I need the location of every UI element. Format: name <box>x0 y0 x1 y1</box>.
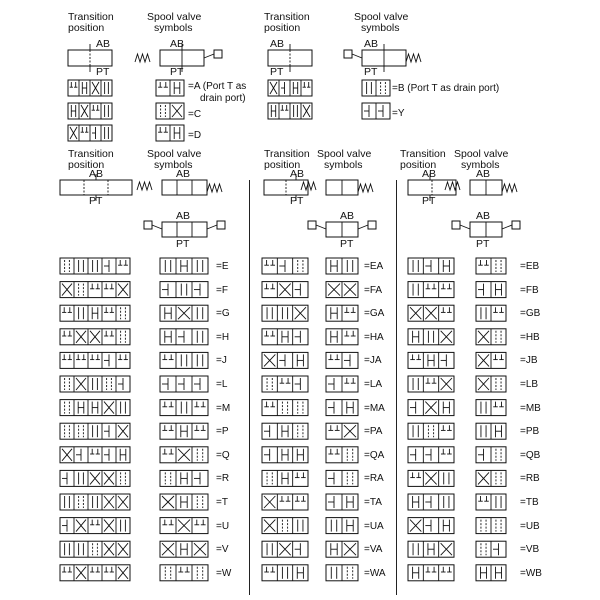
variant-label: =QB <box>520 449 541 461</box>
label-Y: =Y <box>392 108 405 119</box>
valve-outline <box>60 518 130 534</box>
spool-symbol-top-left <box>160 50 204 66</box>
actuator-lever <box>460 225 470 229</box>
variant-label: =GA <box>364 308 385 320</box>
spool-symbol-VA <box>326 541 358 557</box>
header-line: Spool valve <box>147 11 202 23</box>
variant-label: =JA <box>364 355 382 367</box>
transition-symbol-RA <box>262 470 308 486</box>
transition-symbol-mid-1 <box>60 180 132 195</box>
spool-symbol-FA <box>326 282 358 298</box>
variant-label: =U <box>216 520 230 532</box>
valve-outline <box>160 565 208 581</box>
transition-symbol-PA <box>262 423 308 439</box>
spool-symbol-PB <box>476 423 506 439</box>
spool-symbol-EA <box>326 258 358 274</box>
transition-symbol-G <box>60 305 130 321</box>
variant-label: =P <box>216 426 229 438</box>
variant-label: =G <box>216 308 230 320</box>
transition-symbol-L <box>60 376 130 392</box>
variant-label: =TA <box>364 497 382 508</box>
port-pt-label: PT <box>476 238 490 250</box>
port-ab-label: AB <box>340 210 355 222</box>
spool-symbol-VB <box>476 541 506 557</box>
header-line: Transition <box>68 11 114 23</box>
port-ab-label: AB <box>270 38 285 50</box>
label-A-line2: drain port) <box>200 93 246 104</box>
solenoid-left <box>344 50 362 58</box>
header-line: symbols <box>361 22 400 34</box>
variant-label: =PB <box>520 426 540 438</box>
transition-symbol-MA <box>262 400 308 416</box>
spool-symbol-U <box>160 518 208 534</box>
spring-zigzag <box>207 184 222 192</box>
port-ab-label: AB <box>476 168 491 180</box>
label-D: =D <box>188 130 202 141</box>
spool-symbol-mid-1a <box>162 180 207 195</box>
spool-symbol-MA <box>326 400 358 416</box>
valve-outline <box>60 565 130 581</box>
transition-symbol-UB <box>408 518 454 534</box>
transition-symbol-EB <box>408 258 454 274</box>
transition-symbol-FB <box>408 282 454 298</box>
port-pt-label: PT <box>364 66 378 78</box>
port-ab-label: AB <box>476 210 491 222</box>
spring-zigzag <box>358 184 373 192</box>
header-line: Spool valve <box>317 148 372 160</box>
transition-symbol-QA <box>262 447 308 463</box>
valve-outline <box>60 282 130 298</box>
actuator-coil <box>512 221 520 229</box>
spool-symbol-mid-1b <box>162 222 207 237</box>
transition-symbol-R <box>60 470 130 486</box>
variant-label: =M <box>216 402 231 414</box>
valve-outline <box>262 376 308 392</box>
variant-label: =LA <box>364 379 383 390</box>
variant-label: =JB <box>520 355 538 367</box>
port-ab-label: AB <box>170 38 185 50</box>
variant-label: =F <box>216 284 228 296</box>
transition-symbol-M <box>60 400 130 416</box>
valve-outline <box>262 305 308 321</box>
variant-label: =HA <box>364 331 384 343</box>
spool-symbol-mid-3b <box>470 222 502 237</box>
variant-label: =R <box>216 473 230 485</box>
variant-label: =WB <box>520 567 542 579</box>
valve-outline <box>60 352 130 368</box>
valve-outline <box>60 494 130 510</box>
variant-label: =QA <box>364 449 385 461</box>
valve-outline <box>60 423 130 439</box>
variant-label: =FA <box>364 284 383 296</box>
transition-symbol-D <box>68 125 112 141</box>
transition-symbol-FA <box>262 282 308 298</box>
header-line: symbols <box>154 159 193 171</box>
valve-outline <box>60 447 130 463</box>
variant-label: =TB <box>520 497 539 508</box>
variant-label: =VA <box>364 544 383 556</box>
label-B: =B (Port T as drain port) <box>392 83 500 94</box>
spool-symbol-RB <box>476 470 506 486</box>
port-pt-label: PT <box>176 238 190 250</box>
variant-label: =EA <box>364 261 384 272</box>
header-line: Transition <box>68 148 114 160</box>
spool-symbol-WA <box>326 565 358 581</box>
transition-symbol-T <box>60 494 130 510</box>
variant-label: =PA <box>364 426 383 438</box>
variant-label: =H <box>216 331 230 343</box>
actuator-coil <box>452 221 460 229</box>
port-ab-label: AB <box>364 38 379 50</box>
spool-symbol-mid-3a <box>470 180 502 195</box>
spool-symbol-FB <box>476 282 506 298</box>
transition-symbol-MB <box>408 400 454 416</box>
spool-symbol-mid-2b <box>326 222 358 237</box>
transition-symbol-B <box>268 80 312 96</box>
spool-symbol-G <box>160 305 208 321</box>
header-line: Spool valve <box>147 148 202 160</box>
variant-label: =Q <box>216 449 230 461</box>
variant-label: =RB <box>520 473 540 485</box>
spool-symbol-A <box>156 80 184 96</box>
spring-right <box>207 184 222 192</box>
transition-symbol-E <box>60 258 130 274</box>
solenoid-left <box>452 221 470 229</box>
transition-symbol-LA <box>262 376 308 392</box>
port-ab-label: AB <box>176 210 191 222</box>
port-ab-label: AB <box>422 168 437 180</box>
actuator-coil <box>344 50 352 58</box>
transition-symbol-V <box>60 541 130 557</box>
spool-symbol-J <box>160 352 208 368</box>
transition-symbol-JB <box>408 352 454 368</box>
variant-label: =WA <box>364 567 386 579</box>
transition-symbol-W <box>60 565 130 581</box>
transition-symbol-TB <box>408 494 454 510</box>
variant-label: =UA <box>364 520 384 532</box>
transition-symbol-VB <box>408 541 454 557</box>
spool-symbol-GA <box>326 305 358 321</box>
transition-symbol-EA <box>262 258 308 274</box>
spring-right <box>406 54 421 62</box>
label-C: =C <box>188 109 202 120</box>
variant-label: =T <box>216 497 228 508</box>
transition-symbol-HA <box>262 329 308 345</box>
spool-symbol-TA <box>326 494 358 510</box>
header-line: position <box>68 22 105 34</box>
actuator-coil <box>144 221 152 229</box>
header-line: symbols <box>324 159 363 171</box>
transition-symbol-Q <box>60 447 130 463</box>
transition-symbol-PB <box>408 423 454 439</box>
spool-symbol-UB <box>476 518 506 534</box>
transition-symbol-U <box>60 518 130 534</box>
spool-symbol-C <box>156 103 184 119</box>
header-line: position <box>400 159 437 171</box>
spool-symbol-E <box>160 258 208 274</box>
port-ab-label: AB <box>96 38 111 50</box>
variant-label: =EB <box>520 261 540 272</box>
transition-symbol-RB <box>408 470 454 486</box>
transition-symbol-HB <box>408 329 454 345</box>
spool-symbol-QA <box>326 447 358 463</box>
valve-outline <box>60 258 130 274</box>
transition-symbol-GA <box>262 305 308 321</box>
actuator-lever <box>502 225 512 229</box>
transition-symbol-C <box>68 103 112 119</box>
port-ab-label: AB <box>176 168 191 180</box>
spool-symbol-JB <box>476 352 506 368</box>
actuator-lever <box>352 54 362 58</box>
solenoid-right <box>207 221 225 229</box>
transition-symbol-A <box>68 80 112 96</box>
valve-outline <box>408 376 454 392</box>
header-line: position <box>264 159 301 171</box>
spool-symbol-M <box>160 400 208 416</box>
header-line: position <box>264 22 301 34</box>
variant-label: =MB <box>520 402 541 414</box>
spool-symbol-HB <box>476 329 506 345</box>
spring-zigzag <box>135 54 150 62</box>
valve-outline <box>60 541 130 557</box>
transition-symbol-TA <box>262 494 308 510</box>
actuator-lever <box>152 225 162 229</box>
variant-label: =VB <box>520 544 540 556</box>
transition-symbol-H <box>60 329 130 345</box>
header-line: Transition <box>264 148 310 160</box>
variant-label: =MA <box>364 402 385 414</box>
solenoid-right <box>204 50 222 58</box>
valve-outline <box>162 180 207 195</box>
spool-symbol-PA <box>326 423 358 439</box>
port-pt-label: PT <box>290 195 304 207</box>
spool-symbol-GB <box>476 305 506 321</box>
header-line: symbols <box>461 159 500 171</box>
spring-zigzag <box>502 184 517 192</box>
valve-outline <box>262 518 308 534</box>
header-line: Spool valve <box>454 148 509 160</box>
spool-symbol-TB <box>476 494 506 510</box>
port-pt-label: PT <box>170 66 184 78</box>
header-line: Spool valve <box>354 11 409 23</box>
variant-label: =V <box>216 544 229 556</box>
variant-label: =W <box>216 567 232 579</box>
variant-label: =UB <box>520 520 540 532</box>
spool-symbol-Q <box>160 447 208 463</box>
spool-symbol-L <box>160 376 208 392</box>
transition-symbol-LB <box>408 376 454 392</box>
spring-right <box>358 184 373 192</box>
spool-symbol-F <box>160 282 208 298</box>
actuator-lever <box>316 225 326 229</box>
spool-symbol-T <box>160 494 208 510</box>
variant-label: =L <box>216 379 228 390</box>
transition-symbol-top-left <box>68 50 112 66</box>
transition-symbol-F <box>60 282 130 298</box>
spring-zigzag <box>406 54 421 62</box>
spool-symbol-R <box>160 470 208 486</box>
variant-label: =GB <box>520 308 541 320</box>
solenoid-left <box>144 221 162 229</box>
spool-symbol-HA <box>326 329 358 345</box>
valve-outline <box>160 400 208 416</box>
actuator-coil <box>217 221 225 229</box>
spool-symbol-QB <box>476 447 506 463</box>
valve-outline <box>262 400 308 416</box>
transition-symbol-JA <box>262 352 308 368</box>
solenoid-right <box>358 221 376 229</box>
actuator-lever <box>204 54 214 58</box>
actuator-coil <box>368 221 376 229</box>
valve-outline <box>408 423 454 439</box>
transition-symbol-WB <box>408 565 454 581</box>
transition-symbol-top-right <box>268 50 312 66</box>
spool-symbol-EB <box>476 258 506 274</box>
transition-symbol-Y <box>268 103 312 119</box>
spring-left <box>137 182 152 190</box>
transition-symbol-UA <box>262 518 308 534</box>
spring-left <box>135 54 150 62</box>
solenoid-left <box>308 221 326 229</box>
transition-symbol-J <box>60 352 130 368</box>
header-line: Transition <box>400 148 446 160</box>
variant-label: =FB <box>520 284 539 296</box>
spool-symbol-P <box>160 423 208 439</box>
header-line: Transition <box>264 11 310 23</box>
spool-symbol-mid-2a <box>326 180 358 195</box>
transition-symbol-VA <box>262 541 308 557</box>
actuator-coil <box>308 221 316 229</box>
spool-symbol-JA <box>326 352 358 368</box>
spool-symbol-top-right <box>362 50 406 66</box>
variant-label: =E <box>216 261 229 272</box>
port-pt-label: PT <box>340 238 354 250</box>
valve-outline <box>408 282 454 298</box>
variant-label: =HB <box>520 331 540 343</box>
variant-label: =RA <box>364 473 384 485</box>
transition-symbol-P <box>60 423 130 439</box>
solenoid-right <box>502 221 520 229</box>
port-pt-label: PT <box>422 195 436 207</box>
spool-symbol-D <box>156 125 184 141</box>
port-ab-label: AB <box>290 168 305 180</box>
variant-label: =J <box>216 355 227 367</box>
port-pt-label: PT <box>270 66 284 78</box>
spool-symbol-Y <box>362 103 390 119</box>
spool-symbol-LB <box>476 376 506 392</box>
spool-symbol-H <box>160 329 208 345</box>
label-A-line1: =A (Port T as <box>188 81 247 92</box>
spool-symbol-MB <box>476 400 506 416</box>
spring-zigzag <box>137 182 152 190</box>
spool-symbol-WB <box>476 565 506 581</box>
valve-outline <box>60 180 132 195</box>
valve-outline <box>160 352 208 368</box>
port-pt-label: PT <box>96 66 110 78</box>
spool-symbol-LA <box>326 376 358 392</box>
spring-right <box>502 184 517 192</box>
spool-symbol-B <box>362 80 390 96</box>
valve-outline <box>262 494 308 510</box>
actuator-lever <box>207 225 217 229</box>
actuator-coil <box>214 50 222 58</box>
transition-symbol-QB <box>408 447 454 463</box>
port-pt-label: PT <box>89 195 103 207</box>
actuator-lever <box>358 225 368 229</box>
header-line: symbols <box>154 22 193 34</box>
spool-symbol-UA <box>326 518 358 534</box>
transition-symbol-GB <box>408 305 454 321</box>
spool-symbol-W <box>160 565 208 581</box>
spool-symbol-V <box>160 541 208 557</box>
spool-symbol-RA <box>326 470 358 486</box>
variant-label: =LB <box>520 379 539 390</box>
header-line: position <box>68 159 105 171</box>
valve-outline <box>162 222 207 237</box>
transition-symbol-WA <box>262 565 308 581</box>
port-ab-label: AB <box>89 168 104 180</box>
